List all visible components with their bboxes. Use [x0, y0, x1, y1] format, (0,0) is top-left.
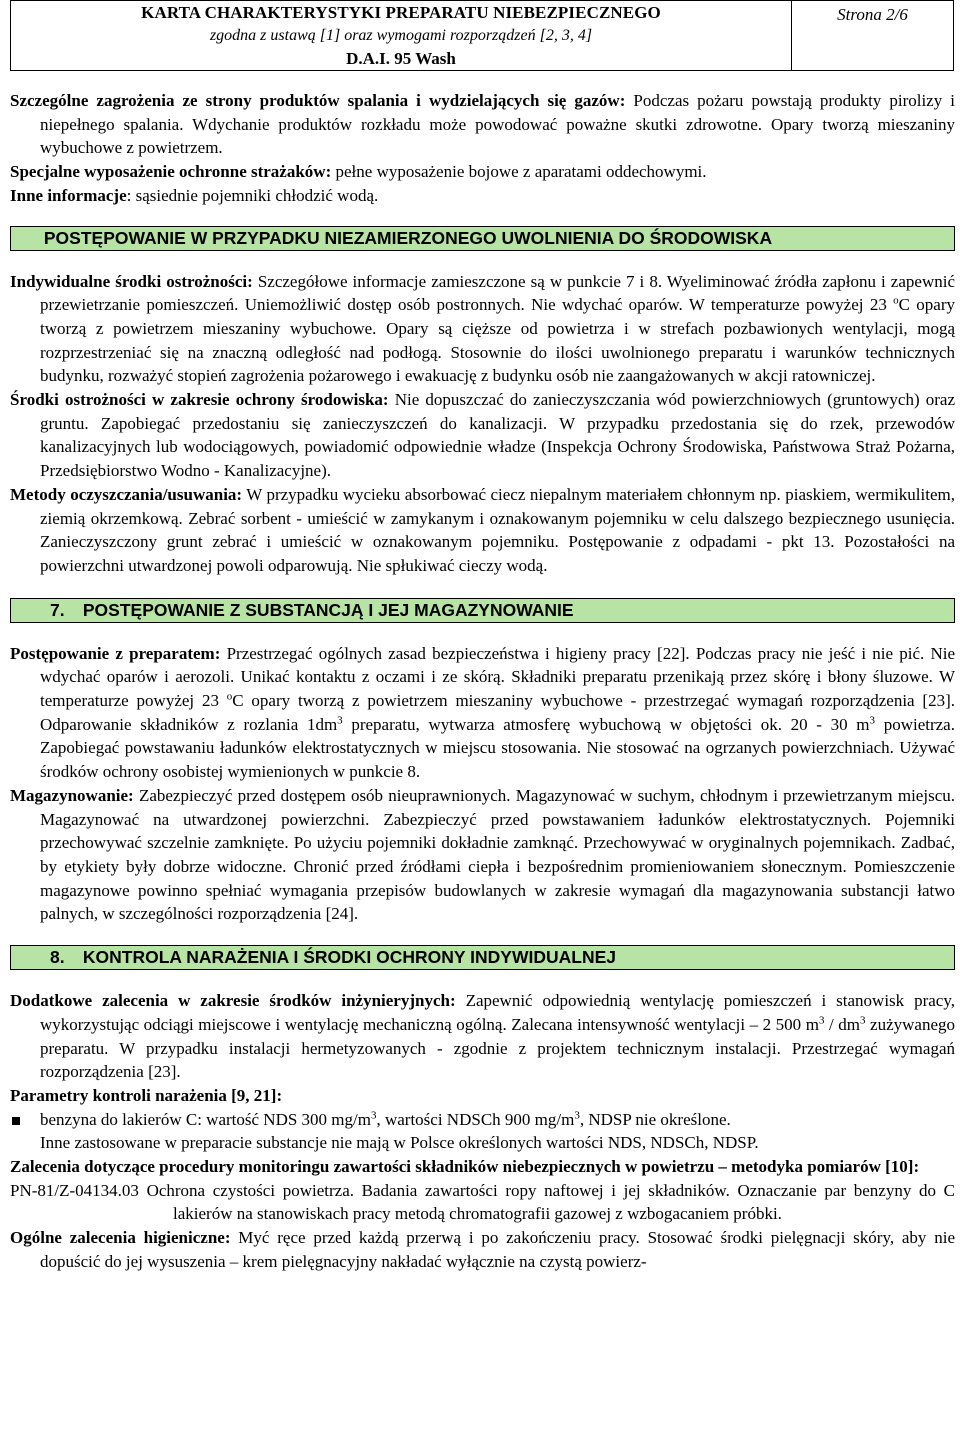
section-7-title: POSTĘPOWANIE Z SUBSTANCJĄ I JEJ MAGAZYNOWANIE — [82, 599, 574, 620]
engineering-measures-text-b: / dm — [824, 1014, 860, 1034]
monitoring-procedure-label: Zalecenia dotyczące procedury monitoringu zawartości składników niebezpiecznych w powietrzu – metodyka pomiarów [10]: — [10, 1157, 920, 1177]
engineering-measures-text-a: Zapewnić odpowiednią wentylację pomieszczeń i stanowisk pracy, wykorzystując odciągi miejscowe i wentylację mechaniczną ogólną. Zalecana intensywność wentylacji – 2 500 m — [40, 991, 955, 1034]
personal-precautions-text-a: Szczegółowe informacje zamieszczone są w punkcie 7 i 8. Wyeliminować źródła zapłonu i zapewnić przewietrzanie pomieszczeń. Uniemożliwić dostęp osób postronnych. Nie wdychać oparów. W temperaturze powyżej 23 — [40, 271, 955, 315]
exposure-limit-note: Inne zastosowane w preparacie substancje nie mają w Polsce określonych wartości NDS, NDSCh, NDSP. — [40, 1133, 759, 1153]
cubic-superscript: 3 — [370, 1108, 377, 1121]
hygiene-recommendations-text: Myć ręce przed każdą przerwą i po zakończeniu pracy. Stosować środki pielęgnacji skóry, aby nie dopuścić do jej wysuszenia – krem pielęgnacyjny nakładać wyłącznie na czystą powierz- — [40, 1228, 955, 1271]
exposure-limit-list-item — [10, 1108, 955, 1155]
monitoring-procedure-paragraph — [10, 1155, 955, 1179]
other-info-text: : sąsiednie pojemniki chłodzić wodą. — [126, 185, 379, 205]
header-title-cell — [11, 1, 792, 71]
exposure-parameters-paragraph — [10, 1084, 955, 1108]
product-name: D.A.I. 95 Wash — [346, 49, 456, 68]
handling-text-d: powietrza. Zapobiegać powstawaniu ładunków elektrostatycznych w miejscu stosowania. Nie stosować na ogrzanych powierzchniach. Używać środków ochrony osobistej wymienionych w punkcie 8. — [40, 714, 955, 782]
handling-label: Postępowanie z preparatem: — [10, 643, 221, 663]
firefighter-equipment-text: pełne wyposażenie bojowe z aparatami oddechowymi. — [331, 162, 707, 182]
handling-text-a: Przestrzegać ogólnych zasad bezpieczeństwa i higieny pracy [22]. Podczas pracy nie jeść i nie pić. Nie wdychać oparów i aerozoli. Unikać kontaktu z oczami i ze skórą. Składniki preparatu przenikają przez skórę i błony śluzowe. W temperaturze powyżej 23 — [40, 643, 955, 711]
section-6-title: POSTĘPOWANIE W PRZYPADKU NIEZAMIERZONEGO UWOLNIENIA DO ŚRODOWISKA — [43, 227, 773, 248]
degree-superscript: o — [893, 294, 899, 307]
cubic-superscript: 3 — [574, 1108, 580, 1121]
exposure-limit-text-b: , wartości NDSCh 900 mg/m — [376, 1109, 575, 1129]
standard-reference-paragraph — [10, 1179, 955, 1226]
personal-precautions-text-b: C opary tworzą z powietrzem mieszaniny wybuchowe. Opary są cięższe od powietrza i w strefach pozbawionych wentylacji, mogą rozprzestrzeniać się na znaczną odległość nad podłogą. Stosownie do ilości uwolnionego preparatu i warunków technicznych budynku, rozważyć stopień zagrożenia pożarowego i ewakuację z budynku osób nie zaangażowanych w akcji ratowniczej. — [40, 295, 956, 386]
hygiene-recommendations-label: Ogólne zalecenia higieniczne: — [10, 1228, 231, 1248]
hygiene-recommendations-paragraph — [10, 1226, 955, 1273]
storage-paragraph — [10, 784, 955, 926]
engineering-measures-label: Dodatkowe zalecenia w zakresie środków inżynieryjnych: — [10, 991, 456, 1011]
firefighter-equipment-label: Specjalne wyposażenie ochronne strażaków: — [10, 162, 332, 182]
section-8-title: KONTROLA NARAŻENIA I ŚRODKI OCHRONY INDYWIDUALNEJ — [82, 947, 616, 968]
exposure-limit-text-c: , NDSP nie określone. — [579, 1109, 731, 1129]
cubic-superscript: 3 — [818, 1014, 825, 1027]
fire-hazards-label: Szczególne zagrożenia ze strony produktów spalania i wydzielających się gazów: — [10, 91, 626, 110]
section-7-heading — [10, 598, 955, 623]
standard-description: Ochrona czystości powietrza. Badania zawartości ropy naftowej i jej składników. Oznaczanie par benzyny do C lakierów na stanowiskach pracy metodą chromatografii gazowej z wzbogacaniem próbki. — [138, 1180, 955, 1224]
document-subtitle: zgodna z ustawą [1] oraz wymogami rozporządzeń [2, 3, 4] — [209, 27, 593, 44]
firefighter-equipment-paragraph — [10, 160, 955, 184]
cleanup-methods-text: W przypadku wycieku absorbować ciecz niepalnym materiałem chłonnym np. piaskiem, wermikulitem, ziemią okrzemkową. Zebrać sorbent - umieścić w zamykanym i oznakowanym pojemniku w celu dalszego bezpiecznego usunięcia. Zanieczyszczony grunt zebrać i umieścić w oznakowanym pojemniku. Postępowanie z odpadami - pkt 13. Pozostałości na powierzchni utwardzonej powoli odparowują. Nie spłukiwać cieczy wodą. — [40, 484, 955, 575]
other-info-label: Inne informacje — [10, 185, 127, 205]
exposure-limit-text-a: benzyna do lakierów C: wartość NDS 300 mg/m — [40, 1109, 371, 1129]
document-title: KARTA CHARAKTERYSTYKI PREPARATU NIEBEZPIECZNEGO — [141, 3, 661, 22]
environmental-precautions-paragraph — [10, 388, 955, 483]
fire-hazards-text: Podczas pożaru powstają produkty pirolizy i niepełnego spalania. Wdychanie produktów rozkładu może powodować poważne skutki zdrowotne. Opary tworzą mieszaniny wybuchowe z powietrzem. — [40, 91, 955, 158]
environmental-precautions-text: Nie dopuszczać do zanieczyszczania wód powierzchniowych (gruntowych) oraz gruntu. Zapobiegać przedostaniu się zanieczyszczeń do kanalizacji. W przypadku przedostania się do rzek, przewodów kanalizacyjnych lub wodociągowych, powiadomić odpowiednie władze (Inspekcja Ochrony Środowiska, Państwowa Straż Pożarna, Przedsiębiorstwo Wodno - Kanalizacyjne). — [40, 390, 955, 481]
standard-code: PN-81/Z-04134.03 — [10, 1180, 139, 1200]
square-bullet-icon — [12, 1117, 20, 1125]
cleanup-methods-paragraph — [10, 483, 955, 578]
personal-precautions-paragraph — [10, 270, 955, 389]
storage-text: Zabezpieczyć przed dostępem osób nieuprawnionych. Magazynować w suchym, chłodnym i przewietrzanym miejscu. Magazynować na utwardzonej powierzchni. Zabezpieczyć przed powstawaniem ładunków elektrostatycznych. Pojemniki przechowywać szczelnie zamknięte. Po użyciu pojemniki dokładnie zamknąć. Przechowywać w oryginalnych pojemnikach. Zadbać, by etykiety były dobrze widoczne. Chronić przed źródłami ciepła i bezpośrednim promieniowaniem słonecznym. Pomieszczenie magazynowe powinno spełniać wymagania przepisów budowlanych w zakresie wymagań dla magazynowania substancji łatwo palnych, w szczególności rozporządzenia [24]. — [40, 785, 955, 924]
section-6-heading — [10, 226, 955, 251]
exposure-parameters-label: Parametry kontroli narażenia [9, 21]: — [10, 1085, 283, 1105]
handling-paragraph — [10, 642, 955, 784]
section-7-number: 7. — [50, 599, 65, 620]
cubic-superscript: 3 — [869, 714, 876, 727]
cleanup-methods-label: Metody oczyszczania/usuwania: — [10, 484, 243, 504]
engineering-measures-text-c: zużywanego preparatu. W przypadku instalacji hermetyzowanych - zgodnie z projektem technicznym instalacji. Przestrzegać wymagań rozporządzenia [23]. — [40, 1014, 956, 1082]
section-6-number — [11, 227, 39, 249]
personal-precautions-label: Indywidualne środki ostrożności: — [10, 271, 253, 291]
degree-superscript: o — [226, 690, 233, 703]
engineering-measures-paragraph — [10, 989, 955, 1084]
handling-text-c: preparatu, wytwarza atmosferę wybuchową w objętości ok. 20 - 30 m — [342, 714, 870, 734]
document-page — [10, 0, 955, 1274]
exposure-limit-text — [40, 1108, 955, 1132]
handling-text-b: C opary tworzą z powietrzem mieszaniny wybuchowe - przestrzegać wymagań rozporządzenia [23]. Odparowanie składników z rozlania 1dm — [40, 691, 955, 734]
environmental-precautions-label: Środki ostrożności w zakresie ochrony środowiska: — [10, 390, 389, 410]
storage-label: Magazynowanie: — [10, 785, 134, 805]
section-8-heading — [10, 945, 955, 970]
cubic-superscript: 3 — [337, 714, 343, 727]
page-number: Strona 2/6 — [792, 1, 954, 71]
fire-hazards-paragraph — [10, 89, 955, 160]
other-info-paragraph — [10, 184, 955, 208]
section-8-number: 8. — [50, 947, 65, 968]
document-header — [10, 0, 954, 71]
cubic-superscript: 3 — [860, 1014, 866, 1027]
